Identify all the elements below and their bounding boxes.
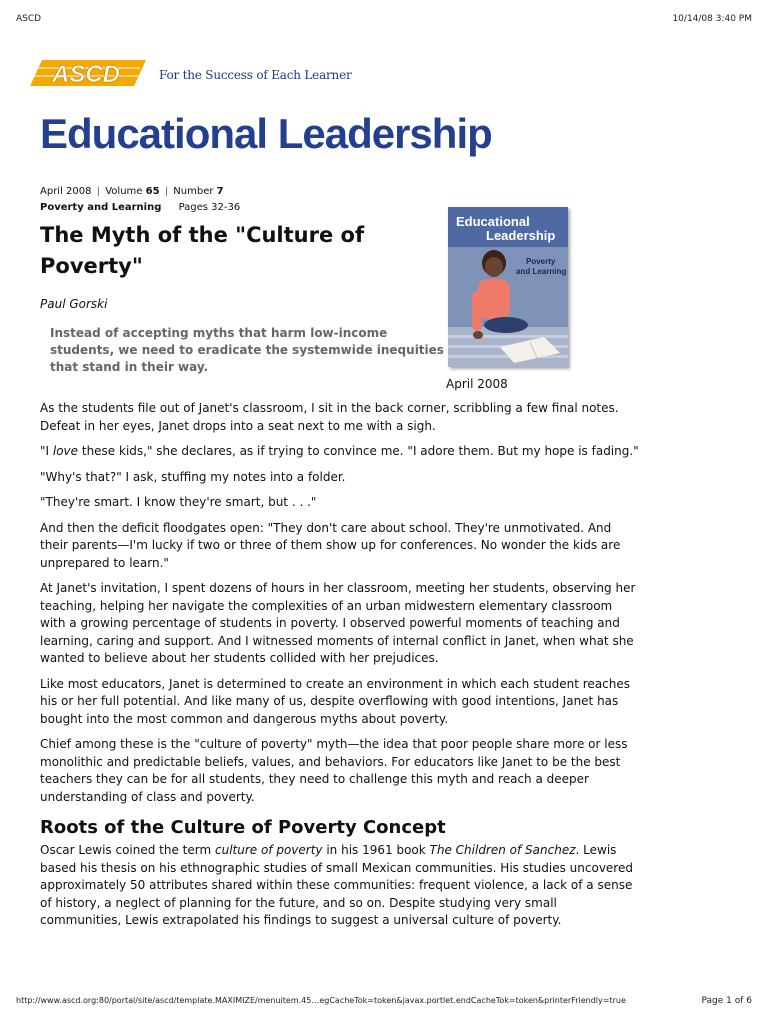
cover-theme-line2: and Learning xyxy=(516,267,567,276)
article-title: The Myth of the "Culture of Poverty" xyxy=(40,223,365,278)
volume-label: Volume xyxy=(105,186,143,197)
theme-line xyxy=(40,200,240,216)
cover-theme-line1: Poverty xyxy=(526,257,556,266)
print-header-datetime: 10/14/08 3:40 PM xyxy=(672,14,752,24)
body-paragraph: "They're smart. I know they're smart, but . . ." xyxy=(40,495,317,509)
body-paragraph: Oscar Lewis coined the term culture of poverty in his 1961 book The Children of Sanchez. Lewis based his thesis on his ethnographic studies of small Mexican communities. His studies uncovered approximately 50 attributes shared within these communities: frequent violence, a lack of a sense of history, a neglect of planning for the future, and so on. Despite studying very small communities, Lewis extrapolated his findings to suggest a universal culture of poverty. xyxy=(40,843,633,927)
print-footer-url: http://www.ascd.org:80/portal/site/ascd/template.MAXIMIZE/menuitem.45…egCacheTok=token&javax.portlet.endCacheTok=token&printerFriendly=true xyxy=(16,996,626,1005)
article-abstract: Instead of accepting myths that harm low-income students, we need to eradicate the systemwide inequities that stand in their way. xyxy=(50,326,444,374)
masthead-title: Educational Leadership xyxy=(40,110,492,157)
issue-date: April 2008 xyxy=(40,186,92,197)
ascd-logo-wordmark: ASCD xyxy=(51,61,121,88)
cover-title-line2: Leadership xyxy=(486,228,556,243)
body-paragraph: "Why's that?" I ask, stuffing my notes into a folder. xyxy=(40,469,346,484)
cover-title-line1: Educational xyxy=(456,214,530,229)
issue-theme: Poverty and Learning xyxy=(40,202,162,213)
issue-pages: Pages 32-36 xyxy=(178,202,241,213)
issue-meta xyxy=(40,184,240,216)
print-footer xyxy=(16,996,752,1010)
cover-caption: April 2008 xyxy=(446,377,508,391)
volume-number: 65 xyxy=(145,186,160,197)
magazine-cover-image[interactable] xyxy=(448,207,568,367)
issue-line: April 2008 | Volume 65 | Number 7 xyxy=(40,186,224,197)
print-header-site: ASCD xyxy=(16,14,42,24)
body-paragraph: Chief among these is the "culture of poverty" myth—the idea that poor people share more or less monolithic and predictable beliefs, values, and behaviors. For educators like Janet to be the best teachers they can be for all students, they need to challenge this myth and reach a deeper understanding of class and poverty. xyxy=(40,737,628,804)
body-paragraph: At Janet's invitation, I spent dozens of hours in her classroom, meeting her students, observing her teaching, helping her navigate the complexities of an urban midwestern elementary classroom with a growing percentage of students in poverty. I observed powerful moments of teaching and learning, caring and support. And I witnessed moments of internal conflict in Janet, when what she wanted to believe about her students collided with her prejudices. xyxy=(40,581,636,665)
ascd-logo-row xyxy=(28,56,728,90)
issue-number: 7 xyxy=(216,186,224,197)
ascd-logo[interactable] xyxy=(28,56,148,88)
number-label: Number xyxy=(173,186,214,197)
article-body xyxy=(40,400,640,938)
print-footer-page: Page 1 of 6 xyxy=(701,996,752,1006)
section-heading: Roots of the Culture of Poverty Concept xyxy=(40,817,446,838)
body-paragraph: Like most educators, Janet is determined to create an environment in which each student reaches his or her full potential. And like many of us, despite overflowing with good intentions, Janet has bought into the most common and dangerous myths about poverty. xyxy=(40,676,631,726)
body-paragraph: As the students file out of Janet's classroom, I sit in the back corner, scribbling a few final notes. Defeat in her eyes, Janet drops into a seat next to me with a sigh. xyxy=(40,401,619,433)
print-header xyxy=(16,14,752,28)
body-paragraph: "I love these kids," she declares, as if trying to convince me. "I adore them. But my hope is fading." xyxy=(40,444,639,458)
ascd-tagline: For the Success of Each Learner xyxy=(159,68,352,82)
article-author: Paul Gorski xyxy=(40,297,108,311)
body-paragraph: And then the deficit floodgates open: "They don't care about school. They're unmotivated. And their parents—I'm lucky if two or three of them show up for conferences. No wonder the kids are unprepared to learn." xyxy=(40,520,621,570)
